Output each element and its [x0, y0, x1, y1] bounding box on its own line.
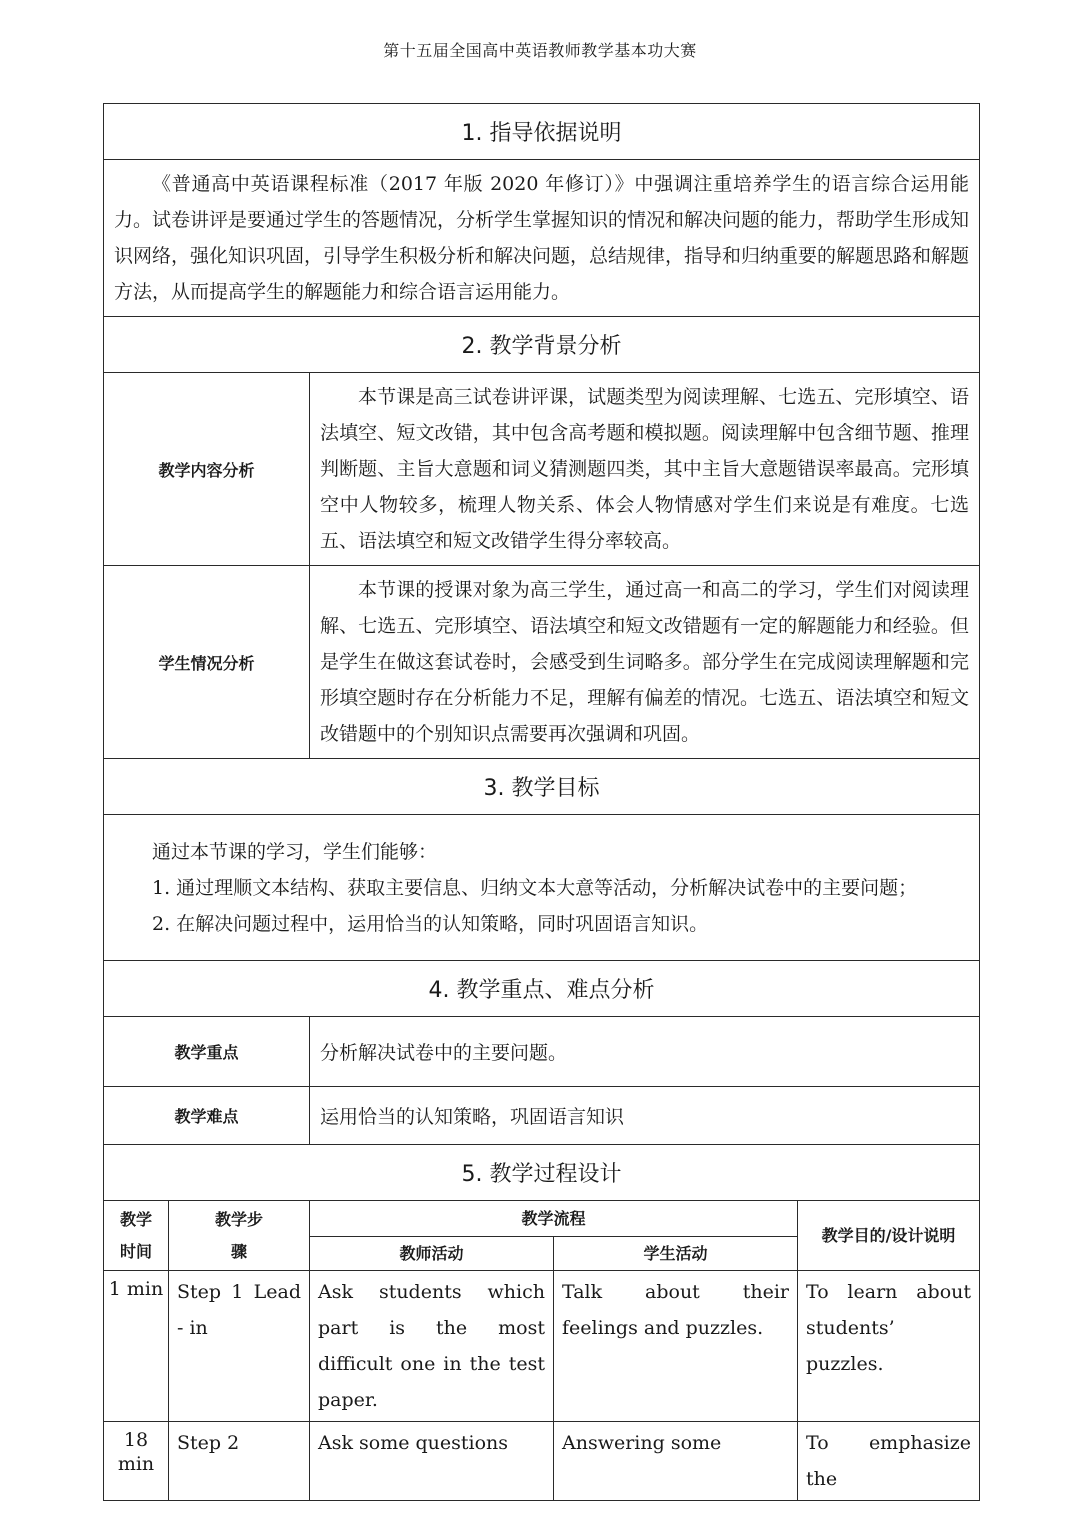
content-analysis-cell: [310, 373, 980, 566]
row-1-purpose: To learn about students’ puzzles.: [798, 1271, 980, 1422]
header-purpose: 教学目的/设计说明: [798, 1201, 980, 1271]
objective-item-1: 1. 通过理顺文本结构、获取主要信息、归纳文本大意等活动，分析解决试卷中的主要问题；: [152, 876, 918, 899]
difficulty-label: 教学难点: [104, 1087, 310, 1145]
key-point-value: 分析解决试卷中的主要问题。: [310, 1017, 980, 1087]
row-2-time: 18 min: [104, 1422, 169, 1501]
student-analysis-text: 本节课的授课对象为高三学生，通过高一和高二的学习，学生们对阅读理解、七选五、完形填空、语法填空和短文改错题有一定的解题能力和经验。但是学生在做这套试卷时，会感受到生词略多。部分学生在完成阅读理解题和完形填空题时存在分析能力不足，理解有偏差的情况。七选五、语法填空和短文改错题中的个别知识点需要再次强调和巩固。: [320, 579, 970, 745]
header-flow: 教学流程: [310, 1201, 798, 1237]
student-analysis-label: 学生情况分析: [104, 566, 310, 759]
objective-item-2: 2. 在解决问题过程中，运用恰当的认知策略，同时巩固语言知识。: [152, 912, 709, 935]
difficulty-value: 运用恰当的认知策略，巩固语言知识: [310, 1087, 980, 1145]
row-1-student: Talk about their feelings and puzzles.: [554, 1271, 798, 1422]
header-student: 学生活动: [554, 1237, 798, 1271]
header-teacher: 教师活动: [310, 1237, 554, 1271]
row-1-teacher: Ask students which part is the most difficult one in the test paper.: [310, 1271, 554, 1422]
content-analysis-text: 本节课是高三试卷讲评课，试题类型为阅读理解、七选五、完形填空、语法填空、短文改错，其中包含高考题和模拟题。阅读理解中包含细节题、推理判断题、主旨大意题和词义猜测题四类，其中主旨大意题错误率最高。完形填空中人物较多，梳理人物关系、体会人物情感对学生们来说是有难度。七选五、语法填空和短文改错学生得分率较高。: [320, 386, 970, 552]
row-2-step: Step 2: [169, 1422, 310, 1501]
content-analysis-label: 教学内容分析: [104, 373, 310, 566]
section-1-text: 《普通高中英语课程标准（2017 年版 2020 年修订）》中强调注重培养学生的语言综合运用能力。试卷讲评是要通过学生的答题情况，分析学生掌握知识的情况和解决问题的能力，帮助学生形成知识网络，强化知识巩固，引导学生积极分析和解决问题，总结规律，指导和归纳重要的解题思路和解题方法，从而提高学生的解题能力和综合语言运用能力。: [114, 173, 970, 303]
key-point-label: 教学重点: [104, 1017, 310, 1087]
section-2-title: 2. 教学背景分析: [104, 317, 980, 373]
table-row: [104, 1422, 980, 1501]
objectives-intro: 通过本节课的学习，学生们能够：: [152, 840, 438, 863]
section-1-body: [104, 160, 980, 317]
page-header: 第十五届全国高中英语教师教学基本功大赛: [383, 41, 697, 60]
section-1-title: 1. 指导依据说明: [104, 104, 980, 160]
row-2-teacher: Ask some questions: [310, 1422, 554, 1501]
objectives-cell: [104, 815, 980, 961]
header-step: 教学步骤: [169, 1201, 310, 1271]
section-4-title: 4. 教学重点、难点分析: [104, 961, 980, 1017]
row-2-student: Answering some: [554, 1422, 798, 1501]
table-row: [104, 1271, 980, 1422]
lesson-plan-table: [103, 103, 980, 1501]
section-5-title: 5. 教学过程设计: [104, 1145, 980, 1201]
header-time: 教学时间: [104, 1201, 169, 1271]
student-analysis-cell: [310, 566, 980, 759]
row-2-purpose: To emphasize the: [798, 1422, 980, 1501]
row-1-time: 1 min: [104, 1271, 169, 1422]
section-3-title: 3. 教学目标: [104, 759, 980, 815]
row-1-step: Step 1 Lead - in: [169, 1271, 310, 1422]
